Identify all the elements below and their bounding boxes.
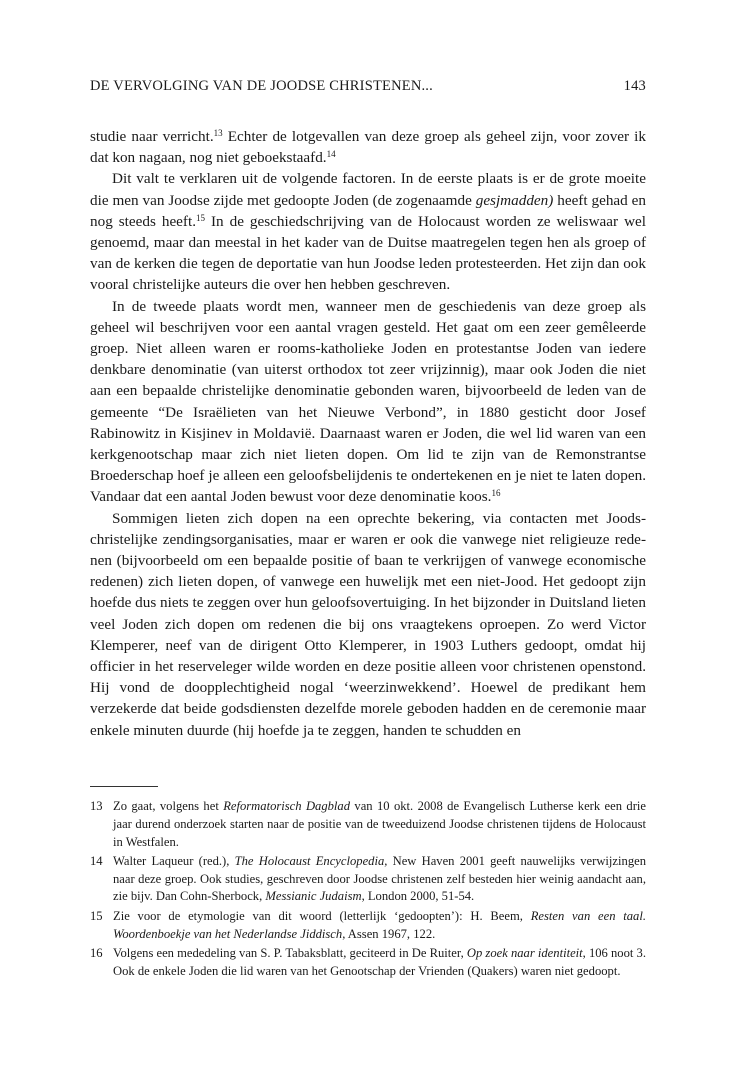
text-run: Echter de lotgevallen van deze groep als geheel zijn, voor zover ik dat kon nagaan, nog niet geboekstaafd.: [90, 128, 646, 167]
text-run: Zie voor de etymologie van dit woord (letterlijk ‘gedoopten’): H. Beem,: [113, 908, 531, 923]
text-run: Volgens een mededeling van S. P. Tabaksblatt, geciteerd in De Ruiter,: [113, 945, 467, 960]
text-run: heeft gehad en nog steeds heeft.: [90, 191, 646, 230]
footnotes: [90, 798, 646, 982]
text-run: In de tweede plaats wordt men, wanneer men de geschiedenis van deze groep als geheel wil beschrijven voor een aantal vragen gesteld. Het gaat om een zeer gemêleerde groep. Niet alleen waren er rooms-katholieke Joden en protestantse Joden van iedere denkbare denominatie (van uiterst orthodox tot zeer vrijzinnig), maar ook Joden die niet aan een bepaalde christelijke denominatie gebonden waren, bijvoorbeeld de leden van de gemeente “De Israëlieten van het Nieuwe Verbond”, in 1880 gesticht door Josef Rabinowitz in Kisjinev in Moldavië. Daarnaast waren er Joden, die wel lid waren van een kerkgenootschap maar zich niet lieten dopen. Om lid te zijn van de Remonstrantse Broederschap hoef je alleen een geloofsbelijdenis te ondertekenen en je niet te laten dopen. Vandaar dat een aantal Joden bewust voor deze denominatie koos.: [90, 297, 646, 506]
text-run: van 10 okt. 2008 de Evangelisch Lutherse kerk een drie jaar durend onderzoek starten naar de positie van de tweeduizend Joodse christenen tijdens de Holocaust in Westfalen.: [113, 799, 646, 849]
footnote-number: 14: [90, 853, 103, 868]
paragraph-4: [90, 508, 646, 741]
text-run: In de geschiedschrijving van de Holocaust worden ze weliswaar wel genoemd, maar dan meestal in het kader van de Duitse maatregelen tegen hen als groep of van de kerken die tegen de deportatie van hun Joodse leden protesteerden. Het zijn dan ook vooral christelijke auteurs die over hen hebben geschreven.: [90, 212, 646, 294]
footnote-15: [90, 908, 646, 944]
text-run: Zo gaat, volgens het: [113, 799, 224, 813]
text-run: Dit valt te verklaren uit de volgende factoren. In de eerste plaats is er de grote moeite die men van Joodse zijde met gedoopte Joden (de zogenaamde: [90, 170, 646, 209]
text-run: , Assen 1967, 122.: [342, 926, 436, 941]
italic-term: gesjmadden): [475, 191, 554, 209]
text-run: Walter Laqueur (red.),: [113, 853, 235, 868]
text-run: Sommigen lieten zich dopen na een oprechte bekering, via contacten met Joodschristelijke zendingsorganisaties, maar er waren er ook die vanwege niet religieuze redenen (bijvoorbeeld om een bepaalde positie of baan te verkrijgen of vanwege economische redenen) zich lieten dopen, of vanwege een huwelijk met een niet-Jood. Het gedoopt zijn hoefde dus niets te zeggen over hun geloofsovertuiging. In het bijzonder in Duitsland lieten veel Joden zich dopen om redenen die bij ons vraagtekens oproepen. Zo werd Victor Klemperer, neef van de dirigent Otto Klemperer, in 1903 Luthers gedoopt, omdat hij officier in het reserveleger wilde worden en deze positie alleen voor christenen openstond. Hij vond de doopplechtigheid nogal ‘weerzinwekkend’. Hoewel de predikant hem verzekerde dat beide godsdiensten dezelfde morele geboden hadden en de ceremonie maar enkele minuten duurde (hij hoefde ja te zeggen, handen te schudden en: [90, 509, 646, 739]
footnote-separator: [90, 786, 158, 787]
text-run: , London 2000, 51-54.: [361, 889, 475, 904]
running-header: [90, 78, 646, 100]
footnote-ref-15: 15: [196, 212, 205, 223]
page-number: 143: [623, 78, 646, 94]
body-text: [90, 126, 646, 741]
footnote-number: 15: [90, 908, 103, 923]
footnote-number: 16: [90, 945, 103, 960]
italic-title: Reformatorisch Dagblad: [223, 799, 351, 813]
footnote-16: [90, 945, 646, 981]
footnote-number: 13: [90, 799, 103, 813]
footnote-ref-16: 16: [491, 488, 501, 499]
italic-title: Messianic Judaism: [265, 889, 362, 904]
italic-title: Op zoek naar identiteit: [466, 945, 583, 960]
text-run: studie naar verricht.: [90, 128, 214, 145]
footnote-ref-13: 13: [213, 128, 223, 138]
text-run: New Haven 2001 geeft nauwelijks verwijzingen naar deze groep. Ook studies, geschreven door Joodse christenen zelf besteden hier weinig aandacht aan, zie bijv. Dan Cohn-Sherbock,: [113, 853, 646, 904]
paragraph-2: [90, 168, 646, 295]
footnote-ref-14: 14: [326, 149, 336, 160]
text-run: , 106 noot 3. Ook de enkele Joden die lid waren van het Genootschap der Vrienden (Quakers) waren niet gedoopt.: [113, 945, 646, 978]
footnote-14: [90, 853, 646, 906]
italic-title: The Holocaust Encyclopedia,: [234, 853, 388, 868]
paragraph-1: [90, 126, 646, 168]
footnote-13: [90, 798, 646, 851]
running-title: DE VERVOLGING VAN DE JOODSE CHRISTENEN...: [90, 78, 433, 94]
paragraph-3: [90, 296, 646, 508]
italic-title: Resten van een taal. Woordenboekje van het Nederlandse Jiddisch: [113, 908, 646, 941]
